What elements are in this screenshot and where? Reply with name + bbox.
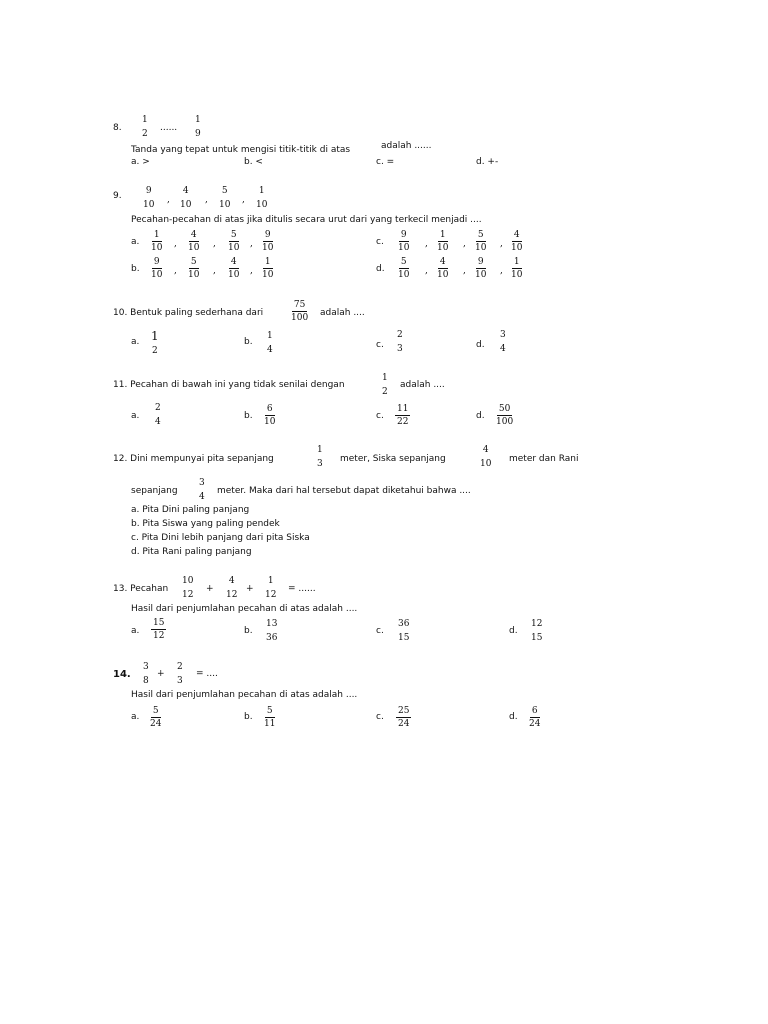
equals: = ......: [288, 584, 316, 594]
fraction: 4 12: [226, 576, 238, 600]
option-d-label: d.: [476, 340, 485, 350]
option-c: c. =: [376, 157, 395, 167]
question-text: meter, Siska sepanjang: [340, 454, 446, 464]
option-b-label: b.: [131, 264, 140, 274]
question-number: 8.: [113, 123, 122, 133]
fraction: 1 9: [195, 115, 201, 139]
option-a-label: a.: [131, 712, 140, 722]
fraction: $\frac{4}{10}$: [188, 230, 200, 253]
fraction: 4 10: [480, 445, 492, 469]
separator: ,: [425, 239, 428, 249]
fraction: 10 12: [182, 576, 194, 600]
fraction: 13 36: [266, 619, 278, 643]
separator: ,: [213, 239, 216, 249]
fraction: $\frac{9}{10}$: [151, 257, 163, 280]
option-d-label: d.: [376, 264, 385, 274]
fraction: 2 3: [397, 330, 403, 354]
fraction: 2 4: [155, 403, 161, 427]
fraction: $\frac{9}{10}$: [475, 257, 487, 280]
dots: ......: [160, 123, 178, 133]
fraction: 1 4: [267, 331, 273, 355]
separator: ,: [174, 239, 177, 249]
question-text: 11. Pecahan di bawah ini yang tidak senilai dengan: [113, 380, 345, 390]
option-b: b. <: [244, 157, 263, 167]
option-c-label: c.: [376, 626, 384, 636]
fraction: $\frac{5}{10}$: [398, 257, 410, 280]
fraction: $\frac{5}{10}$: [475, 230, 487, 253]
fraction: $\frac{1}{10}$: [437, 230, 449, 253]
question-number: 9.: [113, 191, 122, 201]
plus-sign: +: [157, 669, 165, 679]
option-a-label: a.: [131, 626, 140, 636]
question-text: meter dan Rani: [509, 454, 579, 464]
option-c-label: c.: [376, 712, 384, 722]
separator: ,: [250, 239, 253, 249]
separator: ,: [174, 266, 177, 276]
option-b-label: b.: [244, 712, 253, 722]
fraction: 1 2: [382, 373, 388, 397]
question-text: Hasil dari penjumlahan pecahan di atas adalah ....: [131, 604, 358, 614]
fraction: $\frac{1}{10}$: [511, 257, 523, 280]
question-text: meter. Maka dari hal tersebut dapat diketahui bahwa ....: [217, 486, 471, 496]
fraction: 1 10: [256, 186, 268, 210]
option-d-label: d.: [476, 411, 485, 421]
fraction: 1 2: [151, 329, 159, 356]
option-b: b. Pita Siswa yang paling pendek: [131, 519, 280, 529]
fraction: 12 15: [531, 619, 543, 643]
fraction: 1 3: [317, 445, 323, 469]
separator: ,: [213, 266, 216, 276]
question-text: Tanda yang tepat untuk mengisi titik-titik di atas: [131, 145, 351, 155]
question-text: Pecahan-pecahan di atas jika ditulis secara urut dari yang terkecil menjadi ....: [131, 215, 482, 225]
option-a-label: a.: [131, 237, 140, 247]
question-text: Hasil dari penjumlahan pecahan di atas adalah ....: [131, 690, 358, 700]
fraction: $\frac{6}{10}$: [264, 404, 276, 427]
separator: ,: [463, 266, 466, 276]
question-text: 12. Dini mempunyai pita sepanjang: [113, 454, 274, 464]
fraction: 2 3: [177, 662, 183, 686]
fraction: 3 4: [199, 478, 205, 502]
question-text-end: adalah ....: [400, 380, 445, 390]
separator: ,: [425, 266, 428, 276]
fraction: $\frac{1}{10}$: [262, 257, 274, 280]
fraction: $\frac{9}{10}$: [398, 230, 410, 253]
fraction: $\frac{9}{10}$: [262, 230, 274, 253]
fraction: $\frac{75}{100}$: [291, 300, 309, 323]
separator: ,: [500, 266, 503, 276]
fraction: 1 2: [142, 115, 148, 139]
fraction: $\frac{4}{10}$: [511, 230, 523, 253]
option-a: a. >: [131, 157, 150, 167]
plus-sign: +: [206, 584, 214, 594]
separator: ,: [242, 195, 245, 205]
separator: ,: [463, 239, 466, 249]
option-b-label: b.: [244, 626, 253, 636]
plus-sign: +: [246, 584, 254, 594]
separator: ,: [250, 266, 253, 276]
option-a-label: a.: [131, 411, 140, 421]
question-text-end: adalah ......: [381, 141, 432, 151]
fraction: 1 12: [265, 576, 277, 600]
option-d: d. +-: [476, 157, 499, 167]
fraction: 9 10: [143, 186, 155, 210]
fraction: $\frac{1}{10}$: [151, 230, 163, 253]
option-c-label: c.: [376, 340, 384, 350]
question-text-end: adalah ....: [320, 308, 365, 318]
option-c: c. Pita Dini lebih panjang dari pita Siska: [131, 533, 310, 543]
separator: ,: [167, 195, 170, 205]
fraction: $\frac{4}{10}$: [228, 257, 240, 280]
option-c-label: c.: [376, 237, 384, 247]
question-text: 13. Pecahan: [113, 584, 169, 594]
equals: = ....: [196, 669, 218, 679]
fraction: 5 10: [219, 186, 231, 210]
fraction: $\frac{5}{10}$: [188, 257, 200, 280]
fraction: $\frac{4}{10}$: [437, 257, 449, 280]
fraction: $\frac{5}{11}$: [264, 706, 276, 729]
option-d-label: d.: [509, 626, 518, 636]
fraction: 36 15: [398, 619, 410, 643]
option-b-label: b.: [244, 337, 253, 347]
option-a: a. Pita Dini paling panjang: [131, 505, 250, 515]
option-d: d. Pita Rani paling panjang: [131, 547, 252, 557]
separator: ,: [205, 195, 208, 205]
option-a-label: a.: [131, 337, 140, 347]
fraction: $\frac{5}{24}$: [150, 706, 162, 729]
option-b-label: b.: [244, 411, 253, 421]
question-number: 14.: [113, 669, 131, 680]
fraction: 3 4: [500, 330, 506, 354]
option-c-label: c.: [376, 411, 384, 421]
question-text: sepanjang: [131, 486, 178, 496]
fraction: 3 8: [143, 662, 149, 686]
fraction: $\frac{50}{100}$: [496, 404, 514, 427]
fraction: $\frac{15}{12}$: [153, 618, 165, 641]
fraction: 4 10: [180, 186, 192, 210]
question-text: 10. Bentuk paling sederhana dari: [113, 308, 264, 318]
option-d-label: d.: [509, 712, 518, 722]
fraction: $\frac{11}{22}$: [397, 404, 409, 427]
fraction: $\frac{25}{24}$: [398, 706, 410, 729]
separator: ,: [500, 239, 503, 249]
fraction: $\frac{6}{24}$: [529, 706, 541, 729]
fraction: $\frac{5}{10}$: [228, 230, 240, 253]
